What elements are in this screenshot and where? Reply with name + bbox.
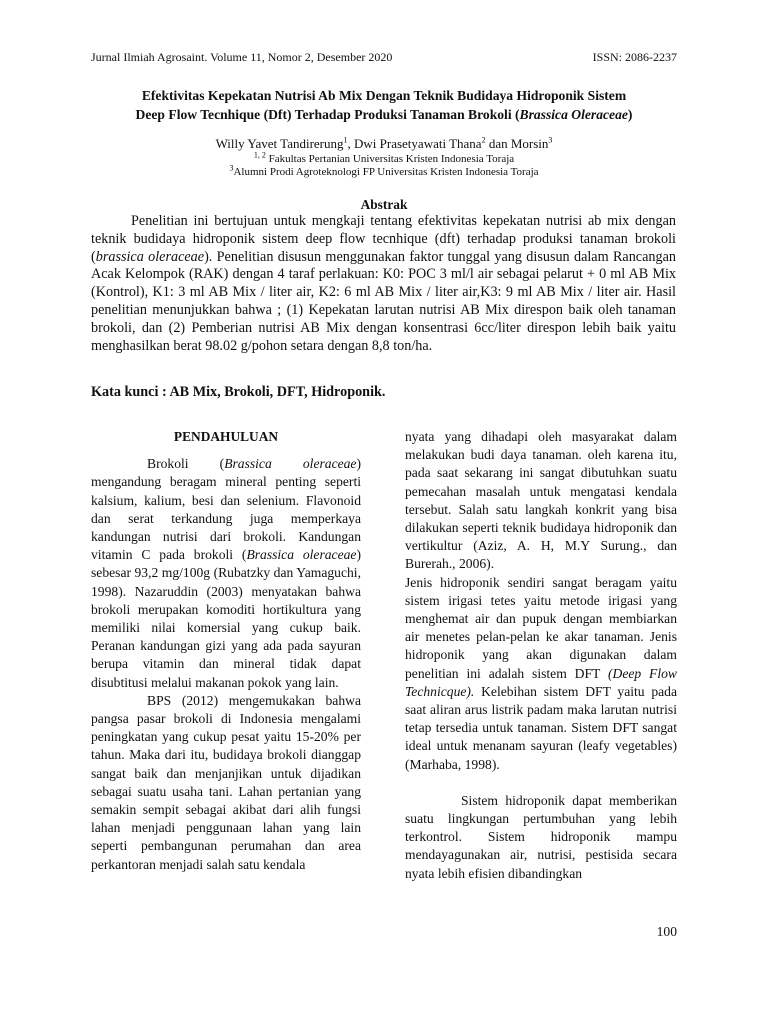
author-affil-mark: 2 bbox=[481, 135, 486, 145]
para-text: ) mengandung beragam mineral penting seperti kalsium, kalium, besi dan selenium. Flavonoid dan serat terkandung juga memperkaya kandungan nutrisi dari brokoli. Kandungan vitamin C pada brokoli ( bbox=[91, 456, 361, 563]
para-text: ) sebesar 93,2 mg/100g (Rubatzky dan Yamaguchi, 1998). Nazaruddin (2003) menyatakan bahwa brokoli merupakan komoditi hortikultura yang memiliki nilai komersial yang cukup baik. Peranan kandungan gizi yang ada pada sayuran berupa vitamin dan mineral tidak dapat disubtitusi melalui makanan pokok yang lain. bbox=[91, 547, 361, 690]
column-right bbox=[405, 428, 677, 883]
affil-text: Fakultas Pertanian Universitas Kristen Indonesia Toraja bbox=[265, 153, 515, 165]
affil-text: Alumni Prodi Agroteknologi FP Universitas Kristen Indonesia Toraja bbox=[233, 166, 539, 178]
abstract-part: ). Penelitian disusun menggunakan faktor tunggal yang disusun dalam Rancangan Acak Kelompok (RAK) dengan 4 taraf perlakuan: K0: POC 3 ml/l air sebagai pelarut + 0 ml AB Mix (Kontrol), K1: 3 ml AB Mix / liter air, K2: 6 ml AB Mix / liter air,K3: 9 ml AB Mix / liter air. Hasil penelitian menunjukkan bahwa ; (1) Kepekatan larutan nutrisi AB Mix direspon baik oleh tanaman brokoli, dan (2) Pemberian nutrisi AB Mix dengan konsentrasi 6cc/liter direspon lebih baik yaitu menghasilkan berat 98.02 g/pohon setara dengan 8,8 ton/ha. bbox=[91, 248, 676, 354]
paragraph: Sistem hidroponik dapat memberikan suatu lingkungan pertumbuhan yang lebih terkontrol. Sistem hidroponik mampu mendayagunakan air, nutrisi, pestisida secara nyata lebih efisien dibandingkan bbox=[405, 792, 677, 881]
section-heading: PENDAHULUAN bbox=[173, 429, 279, 444]
para-text: Jenis hidroponik sendiri sangat beragam yaitu sistem irigasi tetes yaitu metode irigasi yang menghemat air dan pupuk dengan membiarkan air menetes pelan-pelan ke akar tanaman. Jenis hidroponik yang akan digunakan dalam penelitian ini adalah sistem DFT bbox=[405, 574, 677, 681]
para-text: Brokoli ( bbox=[147, 456, 225, 472]
issn: ISSN: 2086-2237 bbox=[592, 50, 677, 64]
title-line-1: Efektivitas Kepekatan Nutrisi Ab Mix Dengan Teknik Budidaya Hidroponik Sistem bbox=[141, 88, 627, 103]
keywords: Kata kunci : AB Mix, Brokoli, DFT, Hidroponik. bbox=[91, 384, 386, 400]
author-affil-mark: 1 bbox=[343, 135, 348, 145]
author-name: , Dwi Prasetyawati Thana bbox=[347, 136, 482, 151]
author-name: dan Morsin bbox=[485, 136, 549, 151]
para-species: Brassica oleraceae bbox=[224, 456, 357, 472]
abstract-heading: Abstrak bbox=[360, 197, 408, 212]
para-species: Brassica oleraceae bbox=[246, 547, 357, 563]
affiliation-2 bbox=[80, 163, 688, 178]
title-text: Deep Flow Tecnhique (Dft) Terhadap Produksi Tanaman Brokoli ( bbox=[135, 107, 520, 122]
author-name: Willy Yavet Tandirerung bbox=[215, 136, 344, 151]
paper-title bbox=[80, 86, 688, 124]
running-header bbox=[91, 50, 677, 65]
column-left bbox=[91, 428, 361, 874]
abstract-species: brassica oleraceae bbox=[95, 248, 205, 265]
affil-mark: 1, 2 bbox=[253, 150, 266, 160]
abstract-part: Penelitian ini bertujuan untuk mengkaji tentang efektivitas kepekatan nutrisi ab mix dengan teknik budidaya hidroponik sistem deep flow tecnhique (dft) terhadap produksi tanaman brokoli ( bbox=[91, 213, 676, 265]
page-number: 100 bbox=[656, 924, 677, 939]
paragraph: nyata yang dihadapi oleh masyarakat dalam melakukan budi daya tanaman. oleh karena itu, pada saat sekarang ini sangat dibutuhkan suatu pemecahan masalah untuk mengatasi kendala tersebut. Salah satu langkah konkrit yang bisa dilakukan seperti teknik budidaya hidroponik dan vertikultur (Aziz, A. H, M.Y Surung., dan Burerah., 2006). bbox=[405, 429, 677, 572]
affiliation-1 bbox=[80, 150, 688, 165]
para-term: (Deep Flow Technicque). bbox=[405, 665, 677, 699]
title-text: ) bbox=[627, 107, 633, 122]
title-species: Brassica Oleraceae bbox=[519, 107, 628, 122]
paragraph bbox=[405, 574, 677, 774]
author-affil-mark: 3 bbox=[548, 135, 553, 145]
paragraph: BPS (2012) mengemukakan bahwa pangsa pasar brokoli di Indonesia mengalami peningkatan yang cukup pesat yaitu 15-20% per tahun. Maka dari itu, budidaya brokoli dianggap sangat baik dan menjanjikan untuk dijadikan sebagai suatu usaha tani. Lahan pertanian yang semakin sempit sebagai akibat dari alih fungsi lahan menjadi penggunaan lahan yang lain seperti pembangunan perumahan dan area perkantoran menjadi salah satu kendala bbox=[91, 692, 361, 872]
title-line-2 bbox=[80, 105, 688, 124]
author-list bbox=[80, 136, 688, 152]
para-text: Kelebihan sistem DFT yaitu pada saat aliran arus listrik padam maka larutan nutrisi tetap tersedia untuk tanaman. Sistem DFT sangat ideal untuk menanam sayuran (leafy vegetables) (Marhaba, 1998). bbox=[405, 683, 677, 772]
paragraph bbox=[91, 455, 361, 692]
journal-name: Jurnal Ilmiah Agrosaint. Volume 11, Nomor 2, Desember 2020 bbox=[91, 50, 393, 64]
affil-mark: 3 bbox=[229, 163, 234, 173]
abstract-text bbox=[91, 213, 676, 355]
